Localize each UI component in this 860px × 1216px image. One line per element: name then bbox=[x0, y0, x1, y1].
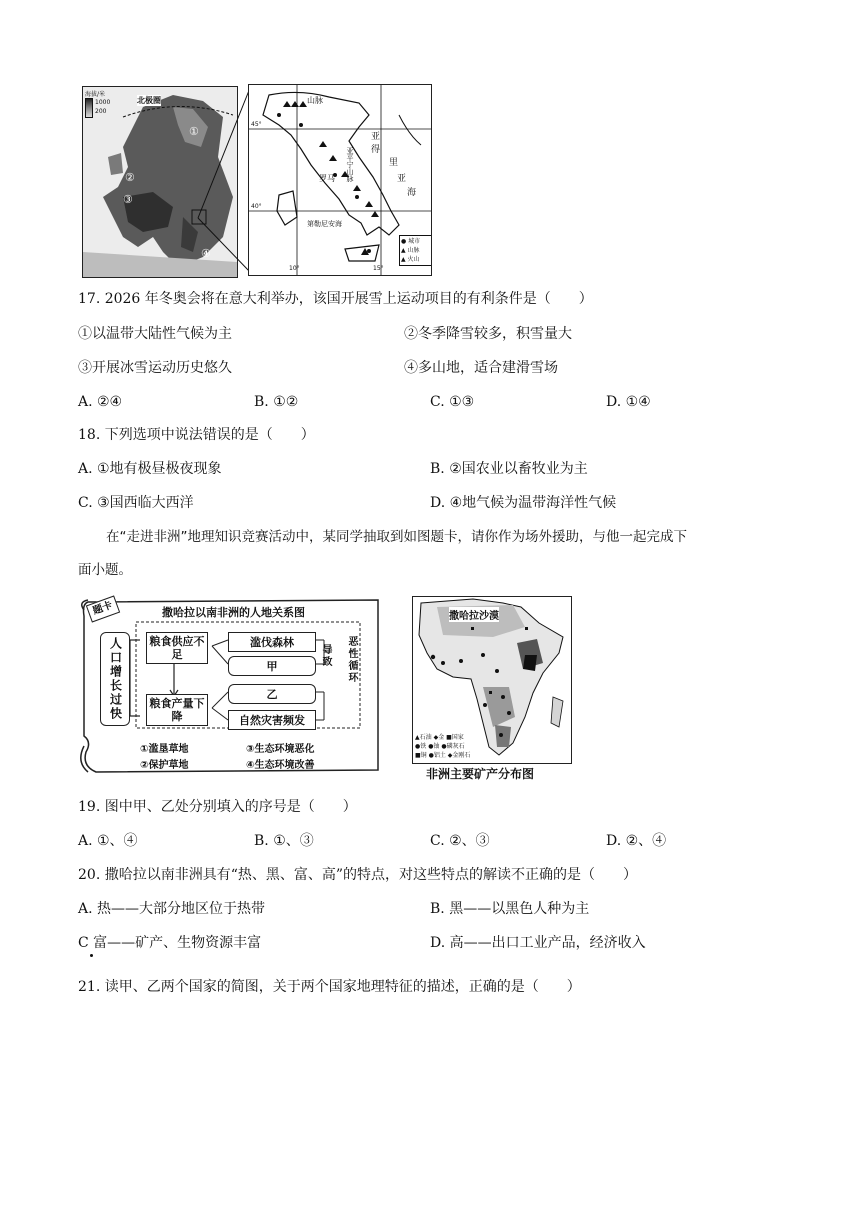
legend-iron: ●铁 bbox=[415, 743, 427, 750]
q19-option-c[interactable]: C. ②、③ bbox=[430, 833, 490, 849]
marker-1: ① bbox=[189, 125, 199, 138]
q18-option-d[interactable]: D. ④地气候为温带海洋性气候 bbox=[430, 495, 617, 511]
label-cause: 导致 bbox=[320, 644, 331, 668]
label-lat-40: 40° bbox=[251, 203, 262, 210]
legend-diamond: ◆金刚石 bbox=[447, 752, 471, 759]
q18-option-b[interactable]: B. ②国农业以畜牧业为主 bbox=[430, 461, 588, 477]
marker-4: ④ bbox=[201, 247, 211, 260]
legend-bauxite: ●铝土 bbox=[428, 752, 446, 759]
box-population-growth: 人口增长过快 bbox=[100, 632, 130, 726]
q17-statement-4: ④多山地，适合建滑雪场 bbox=[404, 360, 558, 376]
africa-map-caption: 非洲主要矿产分布图 bbox=[426, 767, 535, 781]
q20-option-b[interactable]: B. 黑——以黑色人种为主 bbox=[430, 901, 590, 917]
label-lat-45: 45° bbox=[251, 121, 262, 128]
marker-3: ③ bbox=[123, 193, 133, 206]
q19-option-d[interactable]: D. ②、④ bbox=[606, 833, 667, 849]
q19-option-a[interactable]: A. ①、④ bbox=[78, 833, 138, 849]
card-tag: 题卡 bbox=[86, 595, 120, 622]
q20-option-c[interactable]: C 富——矿产、生物资源丰富 bbox=[78, 935, 262, 951]
q17-option-c[interactable]: C. ①③ bbox=[430, 394, 475, 410]
marker-2: ② bbox=[125, 171, 135, 184]
box-jia: 甲 bbox=[228, 656, 316, 676]
box-yi: 乙 bbox=[228, 684, 316, 704]
legend-country: ■国家 bbox=[446, 734, 464, 741]
card-title: 撒哈拉以南非洲的人地关系图 bbox=[162, 606, 305, 619]
q17-statement-3: ③开展冰雪运动历史悠久 bbox=[78, 360, 232, 376]
africa-mineral-map bbox=[412, 596, 572, 764]
label-apennine: 亚平宁山脉 bbox=[346, 147, 354, 182]
zoom-connector bbox=[190, 86, 252, 276]
elevation-legend-swatch bbox=[85, 98, 93, 118]
q19-option-b[interactable]: B. ①、③ bbox=[254, 833, 314, 849]
label-mountains-north: 山脉 bbox=[307, 96, 323, 105]
label-vicious-cycle: 恶性循环 bbox=[346, 636, 357, 684]
legend-copper: ■铜 bbox=[415, 752, 427, 759]
q17-option-d[interactable]: D. ①④ bbox=[606, 394, 651, 410]
elevation-legend-title: 海拔/米 bbox=[85, 91, 106, 98]
q17-option-b[interactable]: B. ①② bbox=[254, 394, 299, 410]
arctic-circle-label: 北极圈 bbox=[137, 96, 161, 105]
card-option-1: ①滥垦草地 bbox=[140, 744, 189, 755]
q18-stem: 18. 下列选项中说法错误的是（ ） bbox=[78, 427, 315, 443]
label-adriatic-3: 里 bbox=[389, 158, 399, 168]
elevation-legend-value: 1000 bbox=[95, 99, 111, 106]
q17-stem: 17. 2026 年冬奥会将在意大利举办，该国开展雪上运动项目的有利条件是（ ） bbox=[78, 291, 593, 307]
q17-statement-1: ①以温带大陆性气候为主 bbox=[78, 326, 232, 342]
label-adriatic-1: 亚 bbox=[371, 132, 381, 142]
legend-oil: ▲石油 bbox=[415, 734, 432, 741]
card-option-3: ③生态环境恶化 bbox=[246, 744, 315, 755]
label-tyrrhenian: 第勒尼安海 bbox=[307, 220, 342, 228]
label-adriatic-5: 海 bbox=[407, 188, 417, 198]
italy-legend bbox=[399, 235, 432, 266]
label-lon-15: 15° bbox=[373, 265, 384, 272]
card-option-4: ④生态环境改善 bbox=[246, 760, 315, 771]
q18-option-a[interactable]: A. ①地有极昼极夜现象 bbox=[78, 461, 222, 477]
q17-option-a[interactable]: A. ②④ bbox=[78, 394, 123, 410]
box-deforestation: 滥伐森林 bbox=[228, 632, 316, 652]
africa-legend bbox=[415, 733, 483, 760]
elevation-legend bbox=[85, 91, 115, 118]
label-rome: 罗马 bbox=[319, 174, 335, 183]
topic-card bbox=[78, 596, 382, 776]
q20-option-d[interactable]: D. 高——出口工业产品，经济收入 bbox=[430, 935, 646, 951]
q18-option-c[interactable]: C. ③国西临大西洋 bbox=[78, 495, 194, 511]
q20-option-c-dot bbox=[90, 954, 93, 957]
label-adriatic bbox=[371, 131, 381, 157]
q20-option-a[interactable]: A. 热——大部分地区位于热带 bbox=[78, 901, 266, 917]
label-sahara: 撒哈拉沙漠 bbox=[449, 607, 499, 622]
legend-phosphate: ●磷灰石 bbox=[441, 743, 465, 750]
elevation-legend-value: 200 bbox=[95, 108, 107, 115]
italy-map bbox=[248, 84, 432, 276]
q21-stem: 21. 读甲、乙两个国家的简图，关于两个国家地理特征的描述，正确的是（ ） bbox=[78, 979, 581, 995]
legend-volcano: ▲ 火山 bbox=[401, 256, 420, 263]
box-food-shortage: 粮食供应不足 bbox=[146, 632, 208, 664]
q19-stem: 19. 图中甲、乙处分别填入的序号是（ ） bbox=[78, 799, 357, 815]
box-natural-disasters: 自然灾害频发 bbox=[228, 710, 316, 730]
intro-line-2: 面小题。 bbox=[78, 562, 132, 578]
legend-mountain: ▲ 山脉 bbox=[401, 247, 420, 254]
box-food-output-drop: 粮食产量下降 bbox=[146, 694, 208, 726]
label-adriatic-4: 亚 bbox=[397, 174, 407, 184]
label-adriatic-2: 得 bbox=[371, 145, 381, 155]
q20-stem: 20. 撒哈拉以南非洲具有“热、黑、富、高”的特点，对这些特点的解读不正确的是（ ） bbox=[78, 867, 638, 883]
legend-uranium: ●铀 bbox=[428, 743, 440, 750]
q17-statement-2: ②冬季降雪较多，积雪量大 bbox=[404, 326, 572, 342]
intro-line-1: 在“走进非洲”地理知识竞赛活动中，某同学抽取到如图题卡，请你作为场外援助，与他一起完成下 bbox=[106, 529, 687, 545]
card-option-2: ②保护草地 bbox=[140, 760, 189, 771]
legend-city: ● 城市 bbox=[401, 238, 421, 245]
label-lon-10: 10° bbox=[289, 265, 300, 272]
legend-gold: ◆金 bbox=[433, 734, 445, 741]
